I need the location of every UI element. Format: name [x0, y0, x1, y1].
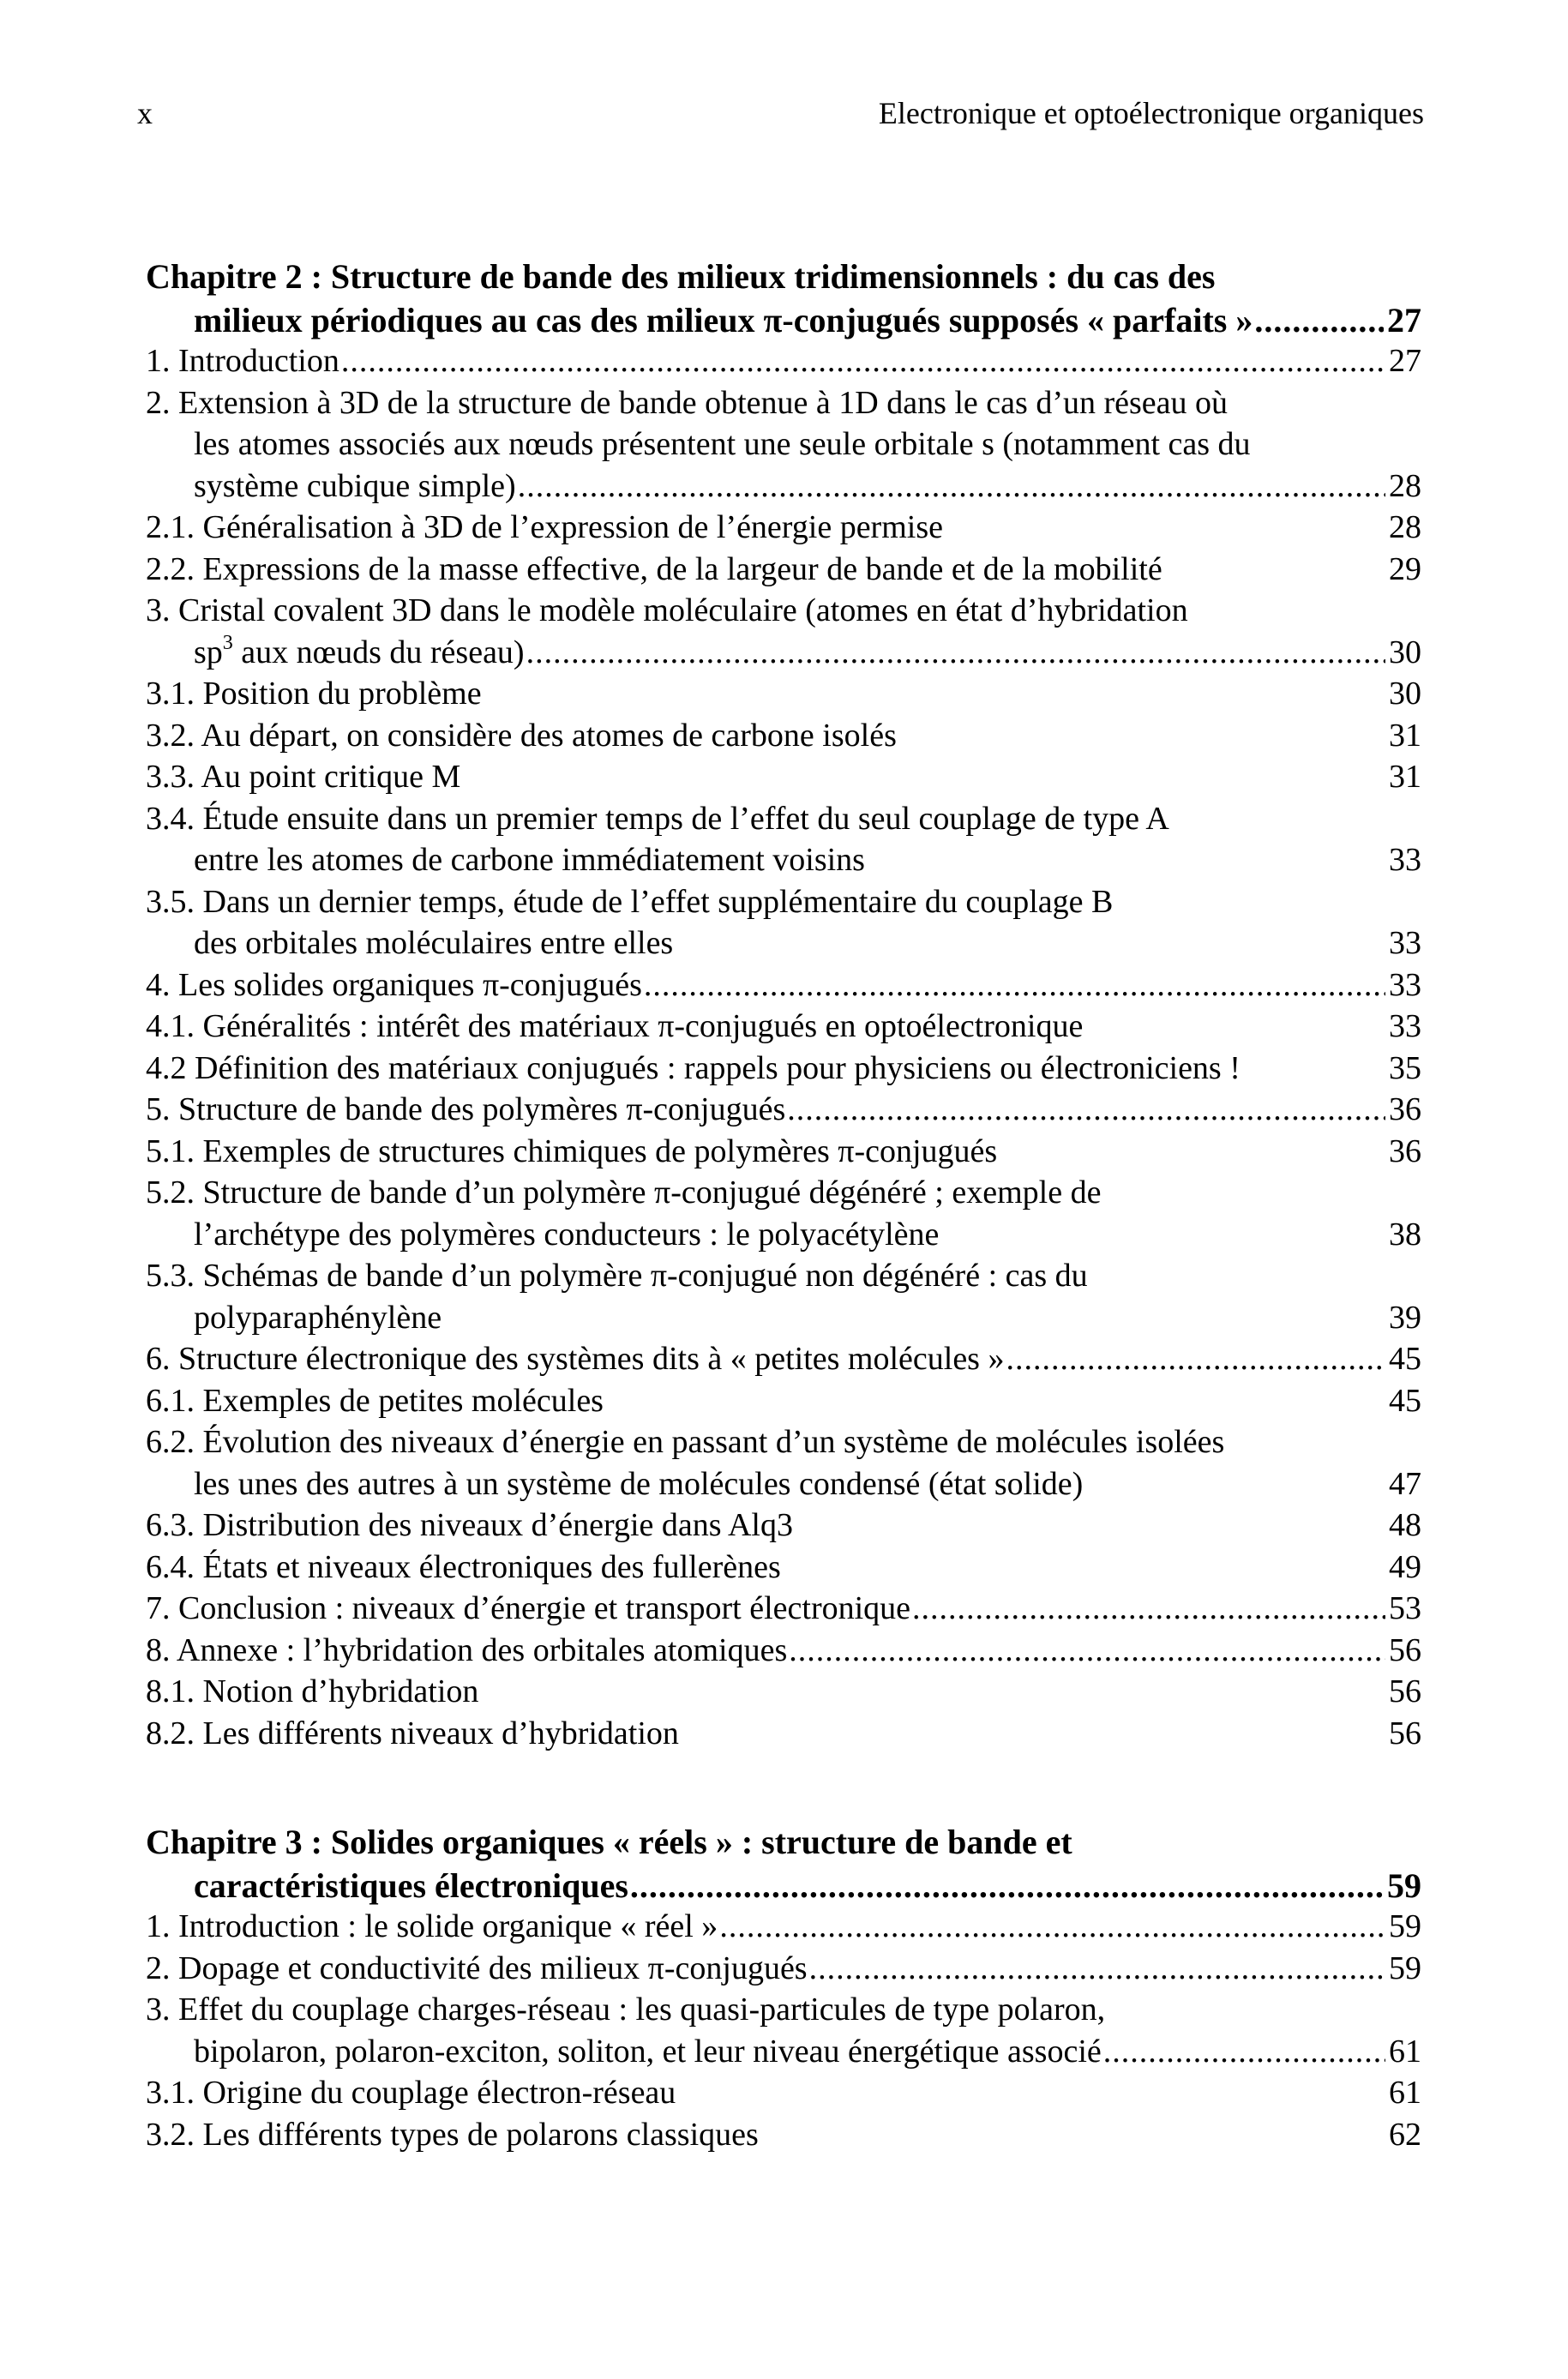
toc-entry-text: polyparaphénylène	[194, 1299, 442, 1336]
toc-entry[interactable]	[146, 1588, 1421, 1630]
page-ref: 27	[1387, 301, 1421, 339]
toc-entry-text: 6.1. Exemples de petites molécules	[146, 1382, 604, 1419]
toc-entry[interactable]	[146, 715, 1421, 757]
toc-entry[interactable]	[146, 1989, 1421, 2072]
leader-dots	[1254, 300, 1384, 340]
toc-chapter-3	[146, 1819, 1421, 2155]
toc-entry[interactable]	[146, 1338, 1421, 1380]
page-ref: 33	[1389, 925, 1421, 961]
toc-entry-text: 8.2. Les différents niveaux d’hybridation	[146, 1715, 679, 1751]
leader-dots	[912, 1588, 1385, 1630]
toc-entry-text: 3.2. Les différents types de polarons classiques	[146, 2116, 759, 2153]
toc-entry[interactable]	[146, 2072, 1421, 2114]
leader-dots	[787, 1089, 1385, 1131]
page-ref: 47	[1389, 1465, 1421, 1502]
page-ref: 59	[1387, 1866, 1421, 1905]
page-ref: 35	[1389, 1049, 1421, 1086]
leader-dots	[809, 1948, 1385, 1990]
toc-entry-text: 2. Extension à 3D de la structure de bande obtenue à 1D dans le cas d’un réseau où	[146, 384, 1229, 421]
toc-entry-text: les atomes associés aux nœuds présentent une seule orbitale s (notamment cas du	[194, 426, 1251, 462]
toc-entry-text: 5.2. Structure de bande d’un polymère π-conjugué dégénéré ; exemple de	[146, 1174, 1102, 1211]
toc-entry-text: 7. Conclusion : niveaux d’énergie et transport électronique	[146, 1590, 911, 1626]
toc-entry-text: 2.1. Généralisation à 3D de l’expression de l’énergie permise	[146, 509, 943, 545]
page-ref: 30	[1389, 676, 1421, 712]
toc-entry[interactable]	[146, 798, 1421, 881]
toc-entry-text: 3. Cristal covalent 3D dans le modèle moléculaire (atomes en état d’hybridation	[146, 592, 1188, 628]
toc-chapter-2	[146, 254, 1421, 1754]
page-ref: 36	[1389, 1132, 1421, 1169]
toc-entry-text: les unes des autres à un système de molécules condensé (état solide)	[194, 1465, 1084, 1502]
toc-entry-text: 4.2 Définition des matériaux conjugués : rappels pour physiciens ou électroniciens !	[146, 1049, 1241, 1086]
leader-dots	[526, 632, 1385, 674]
toc-entry-text: 6.4. États et niveaux électroniques des fullerènes	[146, 1548, 781, 1585]
toc-entry-text: des orbitales moléculaires entre elles	[194, 925, 674, 961]
toc-entry[interactable]	[146, 1948, 1421, 1990]
toc-entry[interactable]	[146, 1505, 1421, 1547]
page-ref: 31	[1389, 759, 1421, 795]
toc-entry-text: 3.4. Étude ensuite dans un premier temps de l’effet du seul couplage de type A	[146, 800, 1169, 837]
page-ref: 62	[1389, 2116, 1421, 2153]
toc-entry-text: 3.5. Dans un dernier temps, étude de l’effet supplémentaire du couplage B	[146, 883, 1114, 920]
chapter-title-line: Chapitre 2 : Structure de bande des milieux tridimensionnels : du cas des	[146, 257, 1216, 296]
toc-entry-text: 2. Dopage et conductivité des milieux π-conjugués	[146, 1949, 808, 1986]
toc-entry[interactable]	[146, 1089, 1421, 1131]
chapter-3-heading[interactable]	[146, 1819, 1421, 1906]
toc-entry-text: 4.1. Généralités : intérêt des matériaux π-conjugués en optoélectronique	[146, 1008, 1084, 1044]
toc-entry[interactable]	[146, 1380, 1421, 1422]
chapter-2-heading[interactable]	[146, 254, 1421, 340]
leader-dots	[719, 1906, 1385, 1948]
page-ref: 36	[1389, 1091, 1421, 1127]
page-ref: 29	[1389, 550, 1421, 587]
leader-dots	[630, 1865, 1384, 1906]
toc-entry[interactable]	[146, 382, 1421, 508]
toc-entry[interactable]	[146, 1131, 1421, 1173]
page-ref: 53	[1389, 1590, 1421, 1626]
toc-entry[interactable]	[146, 340, 1421, 382]
leader-dots	[1006, 1338, 1385, 1380]
toc-entry[interactable]	[146, 673, 1421, 715]
toc-entry-text: 3.3. Au point critique M	[146, 759, 461, 795]
running-header-title: Electronique et optoélectronique organiques	[878, 96, 1424, 130]
toc-entry-text: 5. Structure de bande des polymères π-conjugués	[146, 1091, 786, 1127]
toc-entry-text: 1. Introduction : le solide organique « réel »	[146, 1908, 718, 1944]
toc-entry[interactable]	[146, 1713, 1421, 1755]
page-ref: 38	[1389, 1216, 1421, 1253]
leader-dots	[789, 1630, 1385, 1672]
chapter-title-line: Chapitre 3 : Solides organiques « réels » : structure de bande et	[146, 1823, 1072, 1861]
page-ref: 56	[1389, 1715, 1421, 1751]
page-ref: 61	[1389, 2033, 1421, 2070]
toc-entry[interactable]	[146, 1630, 1421, 1672]
page-ref: 30	[1389, 634, 1421, 670]
page-ref: 49	[1389, 1548, 1421, 1585]
toc-entry-text: 5.1. Exemples de structures chimiques de polymères π-conjugués	[146, 1132, 998, 1169]
toc-entry[interactable]	[146, 2114, 1421, 2156]
toc-entry[interactable]	[146, 756, 1421, 798]
page-ref: 61	[1389, 2075, 1421, 2111]
toc-entry[interactable]	[146, 507, 1421, 549]
toc-entry-text: 5.3. Schémas de bande d’un polymère π-conjugué non dégénéré : cas du	[146, 1258, 1088, 1294]
page-ref: 45	[1389, 1341, 1421, 1377]
toc-entry-text: 8.1. Notion d’hybridation	[146, 1673, 479, 1709]
toc-entry[interactable]	[146, 1421, 1421, 1505]
page-ref: 45	[1389, 1382, 1421, 1419]
leader-dots	[644, 964, 1385, 1006]
page-ref: 28	[1389, 467, 1421, 504]
chapter-title-line: caractéristiques électroniques	[194, 1866, 628, 1905]
page-ref: 33	[1389, 842, 1421, 878]
toc-entry-text: bipolaron, polaron-exciton, soliton, et leur niveau énergétique associé	[194, 2033, 1102, 2070]
toc-entry[interactable]	[146, 1547, 1421, 1589]
page-ref: 33	[1389, 966, 1421, 1003]
toc-entry[interactable]	[146, 1006, 1421, 1048]
page-ref: 59	[1389, 1908, 1421, 1944]
page-ref: 48	[1389, 1507, 1421, 1543]
toc-entry-text: 6.3. Distribution des niveaux d’énergie dans Alq3	[146, 1507, 793, 1543]
chapter-title-line: milieux périodiques au cas des milieux π-conjugués supposés « parfaits »	[194, 301, 1253, 339]
page-ref: 56	[1389, 1631, 1421, 1668]
toc-entry-text: l’archétype des polymères conducteurs : le polyacétylène	[194, 1216, 940, 1253]
toc-entry[interactable]	[146, 881, 1421, 964]
toc-entries	[146, 340, 1421, 1754]
toc-entry-text: 6.2. Évolution des niveaux d’énergie en passant d’un système de molécules isolées	[146, 1424, 1225, 1460]
toc-entry[interactable]	[146, 1048, 1421, 1090]
toc-entry-text: 6. Structure électronique des systèmes dits à « petites molécules »	[146, 1341, 1005, 1377]
leader-dots	[518, 466, 1385, 508]
toc-entry-text: 1. Introduction	[146, 343, 339, 379]
toc-entry-text: 3.1. Origine du couplage électron-réseau	[146, 2075, 676, 2111]
toc-entry-text: $sp^3$ aux nœuds du réseau)	[194, 631, 525, 670]
toc-entry-text: 2.2. Expressions de la masse effective, de la largeur de bande et de la mobilité	[146, 550, 1162, 587]
toc-entry[interactable]	[146, 549, 1421, 591]
leader-dots	[1103, 2031, 1385, 2073]
toc-entry[interactable]	[146, 1671, 1421, 1713]
page-ref: 33	[1389, 1008, 1421, 1044]
page-ref: 31	[1389, 717, 1421, 754]
toc-entry[interactable]	[146, 590, 1421, 673]
leader-dots	[341, 340, 1385, 382]
toc-entries	[146, 1906, 1421, 2155]
toc-entry-text: 8. Annexe : l’hybridation des orbitales atomiques	[146, 1631, 788, 1668]
page-ref: 39	[1389, 1299, 1421, 1336]
toc-entry[interactable]	[146, 964, 1421, 1006]
toc-entry-text: 4. Les solides organiques π-conjugués	[146, 966, 642, 1003]
toc-entry-text: entre les atomes de carbone immédiatement voisins	[194, 842, 865, 878]
toc-entry[interactable]	[146, 1906, 1421, 1948]
toc-entry[interactable]	[146, 1172, 1421, 1255]
toc-entry[interactable]	[146, 1255, 1421, 1338]
toc-entry-text: 3. Effet du couplage charges-réseau : les quasi-particules de type polaron,	[146, 1992, 1106, 2028]
toc-entry-text: 3.1. Position du problème	[146, 676, 482, 712]
page-ref: 28	[1389, 509, 1421, 545]
toc-entry-text: système cubique simple)	[194, 467, 516, 504]
page-ref: 56	[1389, 1673, 1421, 1709]
toc-entry-text: 3.2. Au départ, on considère des atomes de carbone isolés	[146, 717, 897, 754]
page-ref: 27	[1389, 343, 1421, 379]
page-number: x	[137, 96, 153, 130]
page-ref: 59	[1389, 1949, 1421, 1986]
